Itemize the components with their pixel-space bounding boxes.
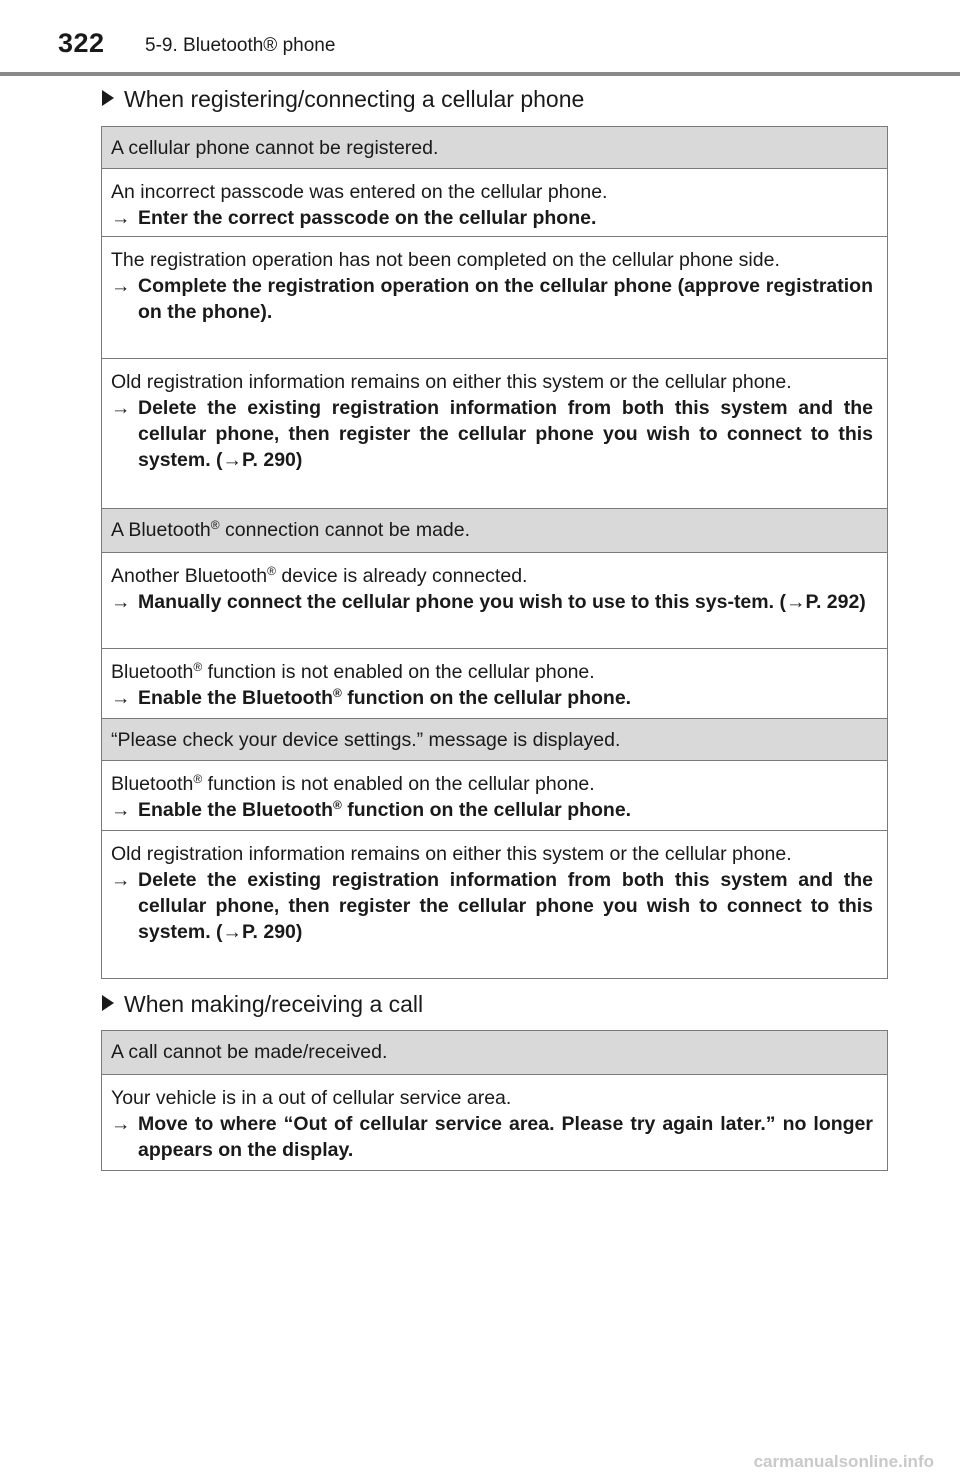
cause-text: Another Bluetooth® device is already connected. bbox=[111, 564, 528, 587]
solution bbox=[111, 205, 873, 231]
symptom-text: A call cannot be made/received. bbox=[111, 1041, 388, 1063]
solution-text: Move to where “Out of cellular service area. Please try again later.” no longer appears on the display. bbox=[138, 1113, 873, 1161]
solution-text: Delete the existing registration information from both this system and the cellular phone, then register the cellular phone you wish to connect to this system. (→P. 290) bbox=[138, 397, 873, 471]
cause-solution-row bbox=[102, 237, 887, 359]
triangle-bullet-icon bbox=[102, 995, 114, 1011]
symptom-text: A cellular phone cannot be registered. bbox=[111, 137, 439, 159]
cause-text: Bluetooth® function is not enabled on the cellular phone. bbox=[111, 772, 595, 795]
section-heading-calls bbox=[102, 991, 423, 1018]
solution-text: Complete the registration operation on the cellular phone (approve registration on the phone). bbox=[138, 275, 873, 323]
section-heading-text: When making/receiving a call bbox=[124, 991, 424, 1017]
arrow-icon: → bbox=[111, 687, 131, 709]
page-header bbox=[0, 0, 960, 76]
solution bbox=[111, 395, 873, 473]
registered-mark: ® bbox=[333, 798, 342, 812]
solution-text: Enter the correct passcode on the cellular phone. bbox=[138, 207, 597, 229]
registered-mark: ® bbox=[267, 564, 276, 578]
symptom-row bbox=[102, 719, 887, 761]
cause-solution-row bbox=[102, 169, 887, 237]
solution-text: Enable the Bluetooth® function on the cellular phone. bbox=[138, 686, 632, 709]
arrow-icon: → bbox=[111, 591, 131, 613]
arrow-icon: → bbox=[111, 869, 131, 891]
solution-text: Manually connect the cellular phone you wish to use to this sys-tem. (→P. 292) bbox=[138, 591, 866, 613]
solution bbox=[111, 867, 873, 945]
arrow-icon: → bbox=[111, 799, 131, 821]
registered-mark: ® bbox=[210, 518, 220, 532]
cause-text: Your vehicle is in a out of cellular service area. bbox=[111, 1087, 512, 1109]
registered-mark: ® bbox=[333, 686, 342, 700]
cause-text: Old registration information remains on either this system or the cellular phone. bbox=[111, 371, 792, 393]
arrow-icon: → bbox=[111, 207, 131, 229]
solution bbox=[111, 797, 873, 823]
symptom-text: A Bluetooth® connection cannot be made. bbox=[111, 518, 471, 541]
symptom-row bbox=[102, 509, 887, 553]
solution bbox=[111, 1111, 873, 1163]
cause-text: An incorrect passcode was entered on the cellular phone. bbox=[111, 181, 608, 203]
registered-mark: ® bbox=[193, 772, 203, 786]
troubleshooting-table-registering bbox=[101, 126, 888, 979]
cause-text: Bluetooth® function is not enabled on the cellular phone. bbox=[111, 660, 595, 683]
cause-text: The registration operation has not been completed on the cellular phone side. bbox=[111, 249, 780, 271]
solution bbox=[111, 273, 873, 325]
symptom-text: “Please check your device settings.” message is displayed. bbox=[111, 729, 621, 751]
cause-solution-row bbox=[102, 761, 887, 831]
solution-text: Enable the Bluetooth® function on the cellular phone. bbox=[138, 798, 632, 821]
registered-mark: ® bbox=[193, 660, 203, 674]
cause-text: Old registration information remains on either this system or the cellular phone. bbox=[111, 843, 792, 865]
cause-solution-row bbox=[102, 553, 887, 649]
section-title: 5-9. Bluetooth® phone bbox=[145, 35, 336, 56]
solution bbox=[111, 685, 873, 711]
troubleshooting-table-calls bbox=[101, 1030, 888, 1171]
symptom-row bbox=[102, 1031, 887, 1075]
cause-solution-row bbox=[102, 831, 887, 979]
section-heading-text: When registering/connecting a cellular phone bbox=[124, 86, 585, 112]
watermark: carmanualsonline.info bbox=[753, 1452, 934, 1471]
cause-solution-row bbox=[102, 359, 887, 509]
triangle-bullet-icon bbox=[102, 90, 114, 106]
page-number: 322 bbox=[58, 28, 105, 58]
symptom-row bbox=[102, 127, 887, 169]
arrow-icon: → bbox=[111, 397, 131, 419]
header-rule bbox=[0, 72, 960, 76]
solution bbox=[111, 589, 873, 615]
arrow-icon: → bbox=[111, 275, 131, 297]
solution-text: Delete the existing registration information from both this system and the cellular phone, then register the cellular phone you wish to connect to this system. (→P. 290) bbox=[138, 869, 873, 943]
cause-solution-row bbox=[102, 1075, 887, 1171]
arrow-icon: → bbox=[111, 1113, 131, 1135]
section-heading-registering bbox=[102, 86, 584, 113]
cause-solution-row bbox=[102, 649, 887, 719]
